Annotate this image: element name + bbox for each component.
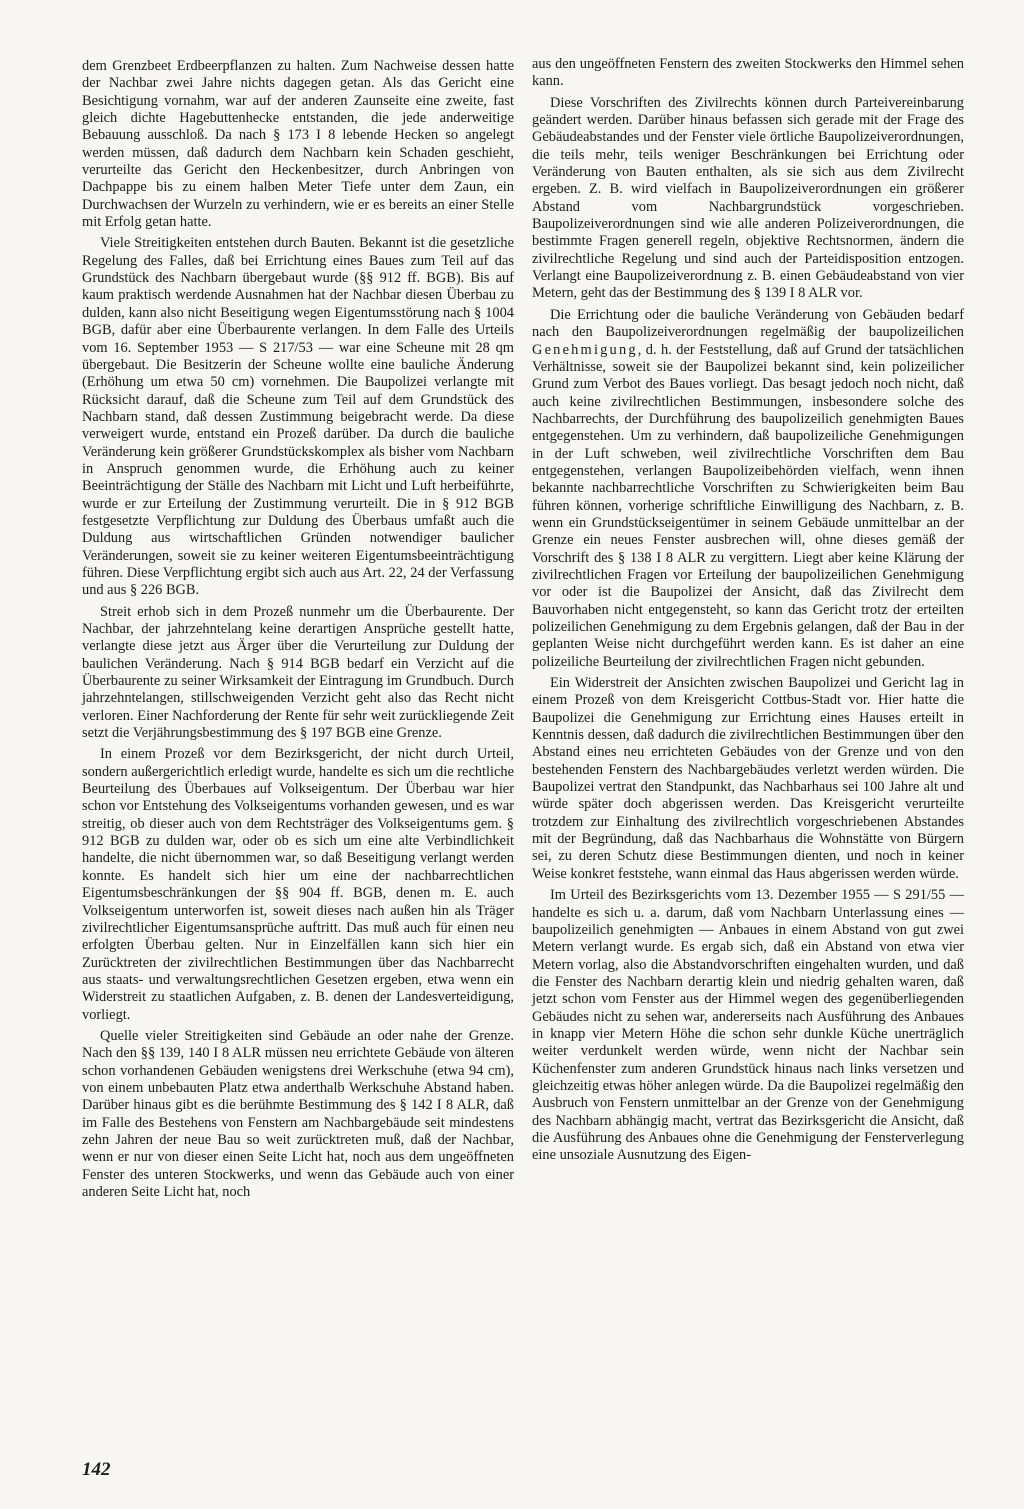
left-column [82,58,514,1205]
paragraph: Im Urteil des Bezirksgerichts vom 13. Dezember 1955 — S 291/55 — handelte es sich u. a. darum, daß vom Nachbarn Unterlassung eines — baupolizeilich genehmigten — Anbaues in einem Abstand von gut zwei Metern verlangt wurde. Es ergab sich, daß ein Abstand von etwa vier Metern vorlag, also die Abstandvorschriften eingehalten wurden, und daß die Fenster des Nachbarn derartig klein und niedrig gehalten waren, daß jetzt schon vom Fenster aus der Himmel wegen des gegenüberliegenden Gebäudes nicht zu sehen war, andererseits nach Ausführung des Anbaues in knapp vier Metern Höhe die schon sehr dunkle Küche unerträglich weiter verdunkelt werden würde, wenn nicht der Nachbar sein Küchenfenster zum anderen Grundstück hinaus nach links versetzen und gleichzeitig etwas höher anlegen würde. Da die Baupolizei regelmäßig den Ausbruch von Fenstern unmittelbar an der Grenze von der Genehmigung des Nachbarn abhängig macht, vertrat das Bezirksgericht die Ansicht, daß die Ausführung des Anbaues ohne die Genehmigung der Fensterverlegung eine unsoziale Ausnutzung des Eigen- [532,887,964,1164]
emphasized-term: Genehmigung [532,341,638,358]
paragraph: Viele Streitigkeiten entstehen durch Bauten. Bekannt ist die gesetzliche Regelung des Falles, daß bei Errichtung eines Baues zum Teil auf das Grundstück des Nachbarn übergebaut wurde (§§ 912 ff. BGB). Bis auf kaum praktisch werdende Ausnahmen hat der Nachbar diesen Überbau zu dulden, kann also nicht Beseitigung wegen Eigentumsstörung nach § 1004 BGB, dafür aber eine Überbaurente verlangen. In dem Falle des Urteils vom 16. September 1953 — S 217/53 — war eine Scheune mit 28 qm übergebaut. Die Besitzerin der Scheune wollte eine bauliche Änderung (Erhöhung um etwa 50 cm) vornehmen. Die Baupolizei verlangte mit Rücksicht darauf, daß die Scheune zum Teil auf dem Grundstück des Nachbarn stand, daß dessen Zustimmung beigebracht werde. Da diese verweigert wurde, entstand ein Prozeß darüber. Da durch die bauliche Veränderung kein größerer Grundstückskomplex als bisher vom Nachbarn in Anspruch genommen wurde, die Erhöhung auch zu keiner Beeinträchtigung der Ställe des Nachbarn mit Licht und Luft herbeiführte, wurde er zur Erteilung der Zustimmung verurteilt. Die in § 912 BGB festgesetzte Verpflichtung zur Duldung des Überbaus umfaßt auch die Duldung aus wirtschaftlichen Gründen notwendiger baulicher Veränderungen, soweit sie zu keiner weiteren Eigentumsbeeinträchtigung führen. Diese Verpflichtung ergibt sich auch aus Art. 22, 24 der Verfassung und aus § 226 BGB. [82,235,514,599]
paragraph: Ein Widerstreit der Ansichten zwischen Baupolizei und Gericht lag in einem Prozeß von dem Kreisgericht Cottbus-Stadt vor. Hier hatte die Baupolizei die Genehmigung zur Errichtung eines Hauses erteilt in Kenntnis dessen, daß dadurch die zivilrechtlichen Bestimmungen über den Abstand eines neu errichteten Gebäudes von der Grenze und von den bestehenden Fenstern des Nachbargebäudes verletzt werden würden. Die Baupolizei vertrat den Standpunkt, das Nachbarhaus sei 100 Jahre alt und würde später doch abgerissen werden. Das Kreisgericht verurteilte trotzdem zur Einhaltung des zivilrechtlich vorgeschriebenen Abstandes mit der Begründung, daß das Nachbarhaus die Wohnstätte von Bürgern sei, zu deren Schutz diese Bestimmungen dienten, und noch in keiner Weise konkret feststehe, wann einmal das Haus abgerissen werden würde. [532,675,964,882]
right-column [532,56,964,1169]
paragraph: Quelle vieler Streitigkeiten sind Gebäude an oder nahe der Grenze. Nach den §§ 139, 140 I 8 ALR müssen neu errichtete Gebäude von älteren schon vorhandenen Gebäuden wenigstens drei Werkschuhe (etwa 94 cm), von einem unbebauten Platz etwa anderthalb Werkschuhe Abstand haben. Darüber hinaus gibt es die berühmte Bestimmung des § 142 I 8 ALR, daß im Falle des Bestehens von Fenstern am Nachbargebäude seit mindestens zehn Jahren der neue Bau so weit zurücktreten muß, daß der Nachbar, wenn er nur von dieser einen Seite Licht hat, noch aus dem ungeöffneten Fenster des unteren Stockwerks, und wenn das Gebäude auch von einer anderen Seite Licht hat, noch [82,1027,514,1200]
paragraph: In einem Prozeß vor dem Bezirksgericht, der nicht durch Urteil, sondern außergerichtlich erledigt wurde, handelte es sich um die rechtliche Beurteilung des Überbaues auf Volkseigentum. Der Überbau war hier schon vor Entstehung des Volkseigentums vorhanden gewesen, und es war streitig, ob dieser auch von dem Rechtsträger des Volkseigentums gem. § 912 BGB zu dulden war, oder ob es sich um eine alte Verbindlichkeit handelte, die nicht übernommen war, so daß Beseitigung verlangt werden konnte. Es handelt sich hier um eine der nachbarrechtlichen Eigentumsbeschränkungen der §§ 904 ff. BGB, denen m. E. auch Volkseigentum unterworfen ist, soweit dieses nach außen hin als Träger zivilrechtlicher Eigentumsansprüche auftritt. Das muß auch für einen neu erfolgten Überbau gelten. Nur in Einzelfällen kann sich hier ein Zurücktreten der zivilrechtlichen Bestimmungen über das Nachbarrecht aus staats- und verwaltungsrechtlichen Gesetzen ergeben, etwa wenn ein Widerstreit zu staatlichen Aufgaben, z. B. denen der Landesverteidigung, vorliegt. [82,746,514,1023]
paragraph: Streit erhob sich in dem Prozeß nunmehr um die Überbaurente. Der Nachbar, der jahrzehntelang keine derartigen Ansprüche gestellt hatte, verlangte diese jetzt aus Ärger über die Verurteilung zur Duldung der baulichen Veränderung. Nach § 914 BGB bedarf ein Verzicht auf die Überbaurente zu seiner Wirksamkeit der Eintragung im Grundbuch. Durch jahrzehntelangen, stillschweigenden Verzicht geht also das Recht nicht verloren. Einer Nachforderung der Rente für sehr weit zurückliegende Zeit setzt die Verjährungsbestimmung des § 197 BGB eine Grenze. [82,603,514,742]
paragraph: Diese Vorschriften des Zivilrechts können durch Parteivereinbarung geändert werden. Darüber hinaus befassen sich gerade mit der Frage des Gebäudeabstandes und der Fenster viele örtliche Baupolizeiverordnungen, die teils mehr, teils weniger Beschränkungen bei Errichtung oder Veränderung von Bauten enthalten, als sie sich aus dem Zivilrecht ergeben. Z. B. wird vielfach in Baupolizeiverordnungen ein größerer Abstand vom Nachbargrundstück vorgeschrieben. Baupolizeiverordnungen sind wie alle anderen Polizeiverordnungen, die bestimmte Fragen generell regeln, objektive Rechtsnormen, ändern die zivilrechtliche Regelung und sind auch der Parteidisposition entzogen. Verlangt eine Baupolizeiverordnung z. B. einen Gebäudeabstand von vier Metern, geht das der Bestimmung des § 139 I 8 ALR vor. [532,94,964,302]
paragraph: aus den ungeöffneten Fenstern des zweiten Stockwerks den Himmel sehen kann. [532,56,964,90]
page-number: 142 [82,1459,111,1480]
paragraph [532,307,964,671]
paragraph: dem Grenzbeet Erdbeerpflanzen zu halten. Zum Nachweise dessen hatte der Nachbar zwei Jahre nichts dagegen getan. Als das Gericht eine Besichtigung vornahm, war auf der anderen Zaunseite eine zweite, fast gleich dichte Hagebuttenhecke entstanden, die jede anderweitige Bebauung ausschloß. Da nach § 173 I 8 lebende Hecken so angelegt werden müssen, daß dadurch dem Nachbarn kein Schaden geschieht, verurteilte das Gericht den Heckenbesitzer, durch Anbringen von Dachpappe bis zu einem halben Meter Tiefe unter dem Zaun, ein Durchwachsen der Wurzeln zu verhindern, wie er es bereits an einer Stelle mit Erfolg getan hatte. [82,58,514,231]
paragraph-text: , d. h. der Feststellung, daß auf Grund der tatsächlichen Verhältnisse, soweit sie der Baupolizei bekannt sind, kein polizeilicher Grund zum Verbot des Baues vorliegt. Das besagt jedoch noch nicht, daß auch keine zivilrechtlichen Bestimmungen, insbesondere solche des Nachbarrechts, der Durchführung des baupolizeilich genehmigten Baues entgegenstehen. Um zu verhindern, daß baupolizeiliche Genehmigungen in der Luft schweben, weil zivilrechtliche Vorschriften dem Bau entgegenstehen, verlangen Baupolizeibehörden vielfach, wenn ihnen bekannte nachbarrechtliche Vorschriften zu Schwierigkeiten beim Bau führen können, vorherige schriftliche Einwilligung des Nachbarn, z. B. wenn ein Grundstückseigentümer in seinem Gebäude unmittelbar an der Grenze ein neues Fenster ausbrechen will, ohne dieses gemäß der Vorschrift des § 138 I 8 ALR zu vergittern. Liegt aber keine Klärung der zivilrechtlichen Fragen vor Erteilung der baupolizeilichen Genehmigung vor oder ist die Baupolizei der Ansicht, daß das Zivilrecht dem Bauvorhaben nicht entgegensteht, so kann das Gericht trotz der erteilten polizeilichen Genehmigung zu dem Ergebnis gelangen, daß der Bau in der geplanten Weise nicht durchgeführt werden kann. Es ist daher an eine polizeiliche Beurteilung der zivilrechtlichen Fragen nicht gebunden. [532,341,964,670]
paragraph-text: Die Errichtung oder die bauliche Veränderung von Gebäuden bedarf nach den Baupolizeiverordnungen regelmäßig der baupolizeilichen [532,306,964,341]
